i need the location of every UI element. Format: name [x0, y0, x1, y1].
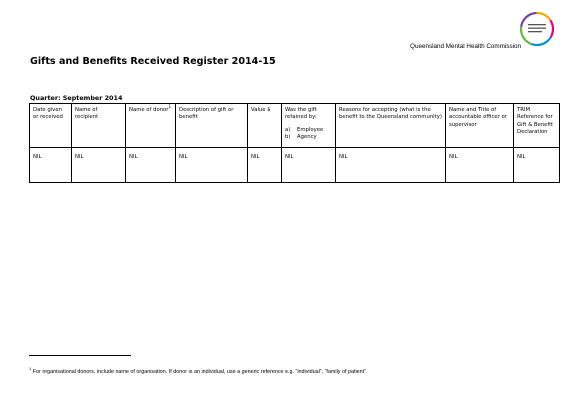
- retained-header-text: Was the gift retained by:: [285, 107, 317, 121]
- table-row: [30, 148, 560, 183]
- table-cell: NIL: [446, 148, 514, 183]
- table-cell: NIL: [514, 148, 560, 183]
- retained-option-agency: [285, 134, 332, 141]
- table-cell: NIL: [248, 148, 282, 183]
- option-marker: a): [285, 126, 291, 133]
- table-cell: NIL: [176, 148, 248, 183]
- option-label: Employee: [297, 126, 324, 133]
- table-cell: NIL: [336, 148, 446, 183]
- footnote-mark: 1: [29, 366, 32, 372]
- col-officer-header: Name and Title of accountable officer or supervisor: [446, 104, 514, 148]
- option-label: Agency: [297, 133, 317, 140]
- organisation-name: Queensland Mental Health Commission: [410, 43, 521, 50]
- page-title: Gifts and Benefits Received Register 2014-15: [30, 56, 276, 67]
- col-recipient-header: Name of recipient: [72, 104, 126, 148]
- header-row: [30, 104, 560, 148]
- table-cell: NIL: [282, 148, 336, 183]
- footnote-separator: [29, 355, 131, 356]
- col-date-header: Date given or received: [30, 104, 72, 148]
- col-retained-header: [282, 104, 336, 148]
- retained-option-employee: [285, 127, 332, 134]
- col-description-header: Description of gift or benefit: [176, 104, 248, 148]
- retained-options: [285, 127, 332, 142]
- quarter-label: Quarter: September 2014: [30, 94, 123, 102]
- col-donor-header: [126, 104, 176, 148]
- footnote: [29, 366, 368, 375]
- table-cell: NIL: [30, 148, 72, 183]
- option-marker: b): [285, 133, 291, 140]
- table-cell: NIL: [126, 148, 176, 183]
- footnote-text: For organisational donors, include name of organisation. If donor is an individual, use a generic reference e.g. “individual”, “family of patient”.: [32, 369, 368, 375]
- gifts-register-table: [29, 103, 560, 183]
- donor-footnote-mark: 1: [168, 104, 172, 110]
- col-value-header: Value $: [248, 104, 282, 148]
- table-cell: NIL: [72, 148, 126, 183]
- col-trim-header: TRIM Reference for Gift & Benefit Declaration: [514, 104, 560, 148]
- col-reasons-header: Reasons for accepting (what is the benefit to the Queensland community): [336, 104, 446, 148]
- qmhc-logo-icon: [518, 10, 556, 48]
- donor-header-text: Name of donor: [129, 107, 169, 113]
